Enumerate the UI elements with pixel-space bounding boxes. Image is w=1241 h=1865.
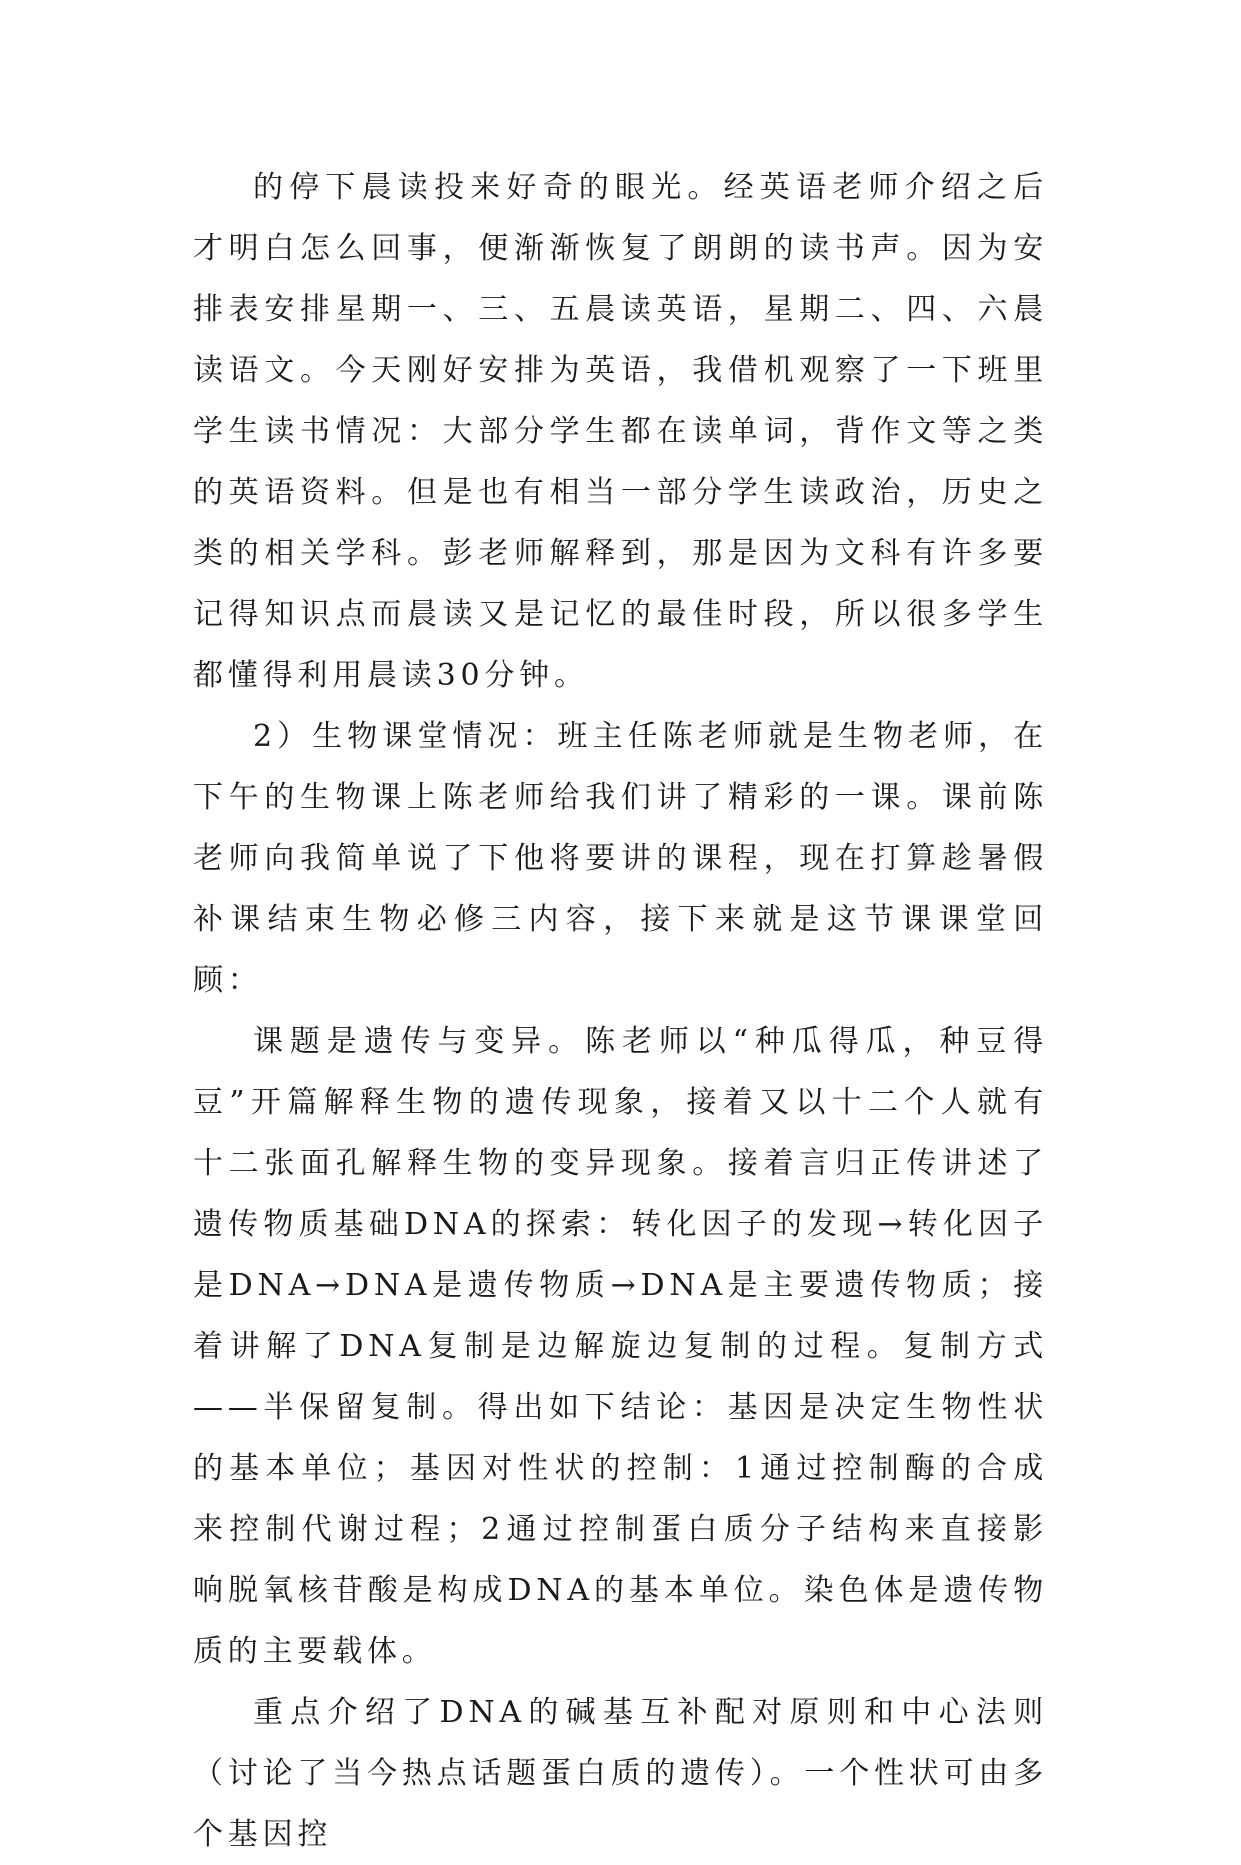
paragraph-morning-reading: 的停下晨读投来好奇的眼光。经英语老师介绍之后才明白怎么回事，便渐渐恢复了朗朗的读书声。因为安排表安排星期一、三、五晨读英语，星期二、四、六晨读语文。今天刚好安排为英语，我借机观察了一下班里学生读书情况：大部分学生都在读单词，背作文等之类的英语资料。但是也有相当一部分学生读政治，历史之类的相关学科。彭老师解释到，那是因为文科有许多要记得知识点而晨读又是记忆的最佳时段，所以很多学生都懂得利用晨读30分钟。 [193, 170, 1048, 693]
paragraph-lesson-content: 课题是遗传与变异。陈老师以“种瓜得瓜，种豆得豆”开篇解释生物的遗传现象，接着又以十二个人就有十二张面孔解释生物的变异现象。接着言归正传讲述了遗传物质基础DNA的探索：转化因子的发现→转化因子是DNA→DNA是遗传物质→DNA是主要遗传物质；接着讲解了DNA复制是边解旋边复制的过程。复制方式——半保留复制。得出如下结论：基因是决定生物性状的基本单位；基因对性状的控制：1通过控制酶的合成来控制代谢过程；2通过控制蛋白质分子结构来直接影响脱氧核苷酸是构成DNA的基本单位。染色体是遗传物质的主要载体。 [193, 1024, 1048, 1669]
paragraph-key-points: 重点介绍了DNA的碱基互补配对原则和中心法则（讨论了当今热点话题蛋白质的遗传）。一个性状可由多个基因控 [193, 1695, 1048, 1852]
paragraph-biology-class: 2）生物课堂情况：班主任陈老师就是生物老师，在下午的生物课上陈老师给我们讲了精彩的一课。课前陈老师向我简单说了下他将要讲的课程，现在打算趁暑假补课结束生物必修三内容，接下来就是这节课课堂回顾： [193, 719, 1048, 998]
body-text [193, 157, 1048, 1865]
